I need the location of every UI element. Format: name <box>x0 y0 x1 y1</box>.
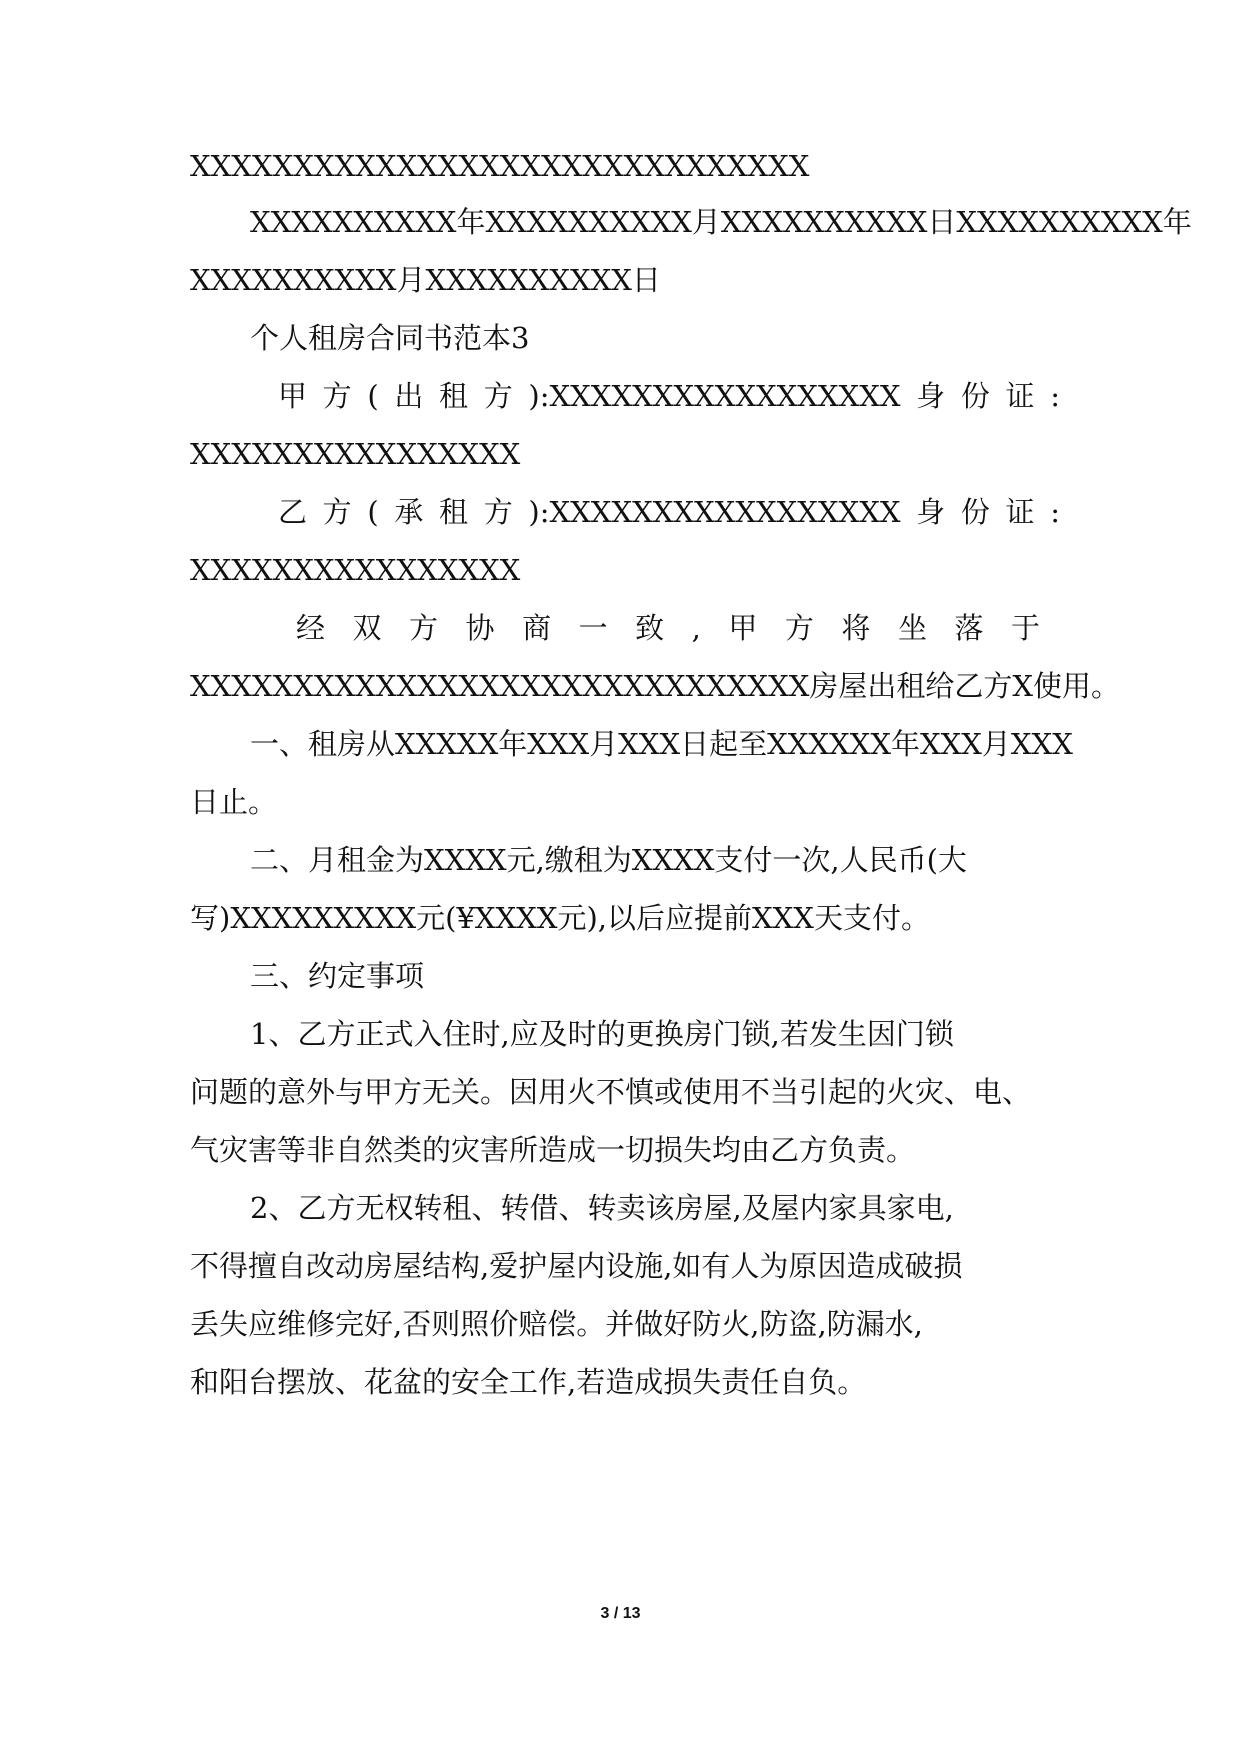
party-a-id: XXXXXXXXXXXXXXXX <box>190 437 521 471</box>
text-line: 气灾害等非自然类的灾害所造成一切损失均由乙方负责。 <box>190 1133 916 1167</box>
party-b-id: XXXXXXXXXXXXXXXX <box>190 553 521 587</box>
clause-1: 一、租房从XXXXX年XXX月XXX日起至XXXXXX年XXX月XXX <box>250 727 1073 761</box>
item-2: 2、乙方无权转租、转借、转卖该房屋,及屋内家具家电, <box>250 1191 954 1225</box>
text-line: 经双方协商一致,甲方将坐落于 <box>296 611 1040 645</box>
page-number: 3 / 13 <box>600 1605 641 1622</box>
text-line: 不得擅自改动房屋结构,爱护屋内设施,如有人为原因造成破损 <box>190 1249 963 1283</box>
party-b-line: 乙方(承租方):XXXXXXXXXXXXXXXXX身份证: <box>278 495 1060 529</box>
party-a-line: 甲方(出租方):XXXXXXXXXXXXXXXXX身份证: <box>278 379 1060 413</box>
text-line: XXXXXXXXXX年XXXXXXXXXX月XXXXXXXXXX日XXXXXXXXXX年 <box>250 205 1192 239</box>
clause-3-heading: 三、约定事项 <box>250 959 425 993</box>
section-title: 个人租房合同书范本3 <box>250 321 530 355</box>
item-1: 1、乙方正式入住时,应及时的更换房门锁,若发生因门锁 <box>250 1017 954 1051</box>
text-line: XXXXXXXXXXXXXXXXXXXXXXXXXXXXXX房屋出租给乙方X使用。 <box>190 669 1121 703</box>
clause-2: 二、月租金为XXXX元,缴租为XXXX支付一次,人民币(大 <box>250 843 967 877</box>
text-line: 和阳台摆放、花盆的安全工作,若造成损失责任自负。 <box>190 1365 867 1399</box>
text-line: 日止。 <box>190 785 278 819</box>
text-line: XXXXXXXXXXXXXXXXXXXXXXXXXXXXXX <box>190 149 810 183</box>
text-line: XXXXXXXXXX月XXXXXXXXXX日 <box>190 263 661 297</box>
text-line: 丢失应维修完好,否则照价赔偿。并做好防火,防盗,防漏水, <box>190 1307 923 1341</box>
text-line: 写)XXXXXXXXX元(¥XXXX元),以后应提前XXX天支付。 <box>190 901 930 935</box>
text-line: 问题的意外与甲方无关。因用火不慎或使用不当引起的火灾、电、 <box>190 1075 1032 1109</box>
